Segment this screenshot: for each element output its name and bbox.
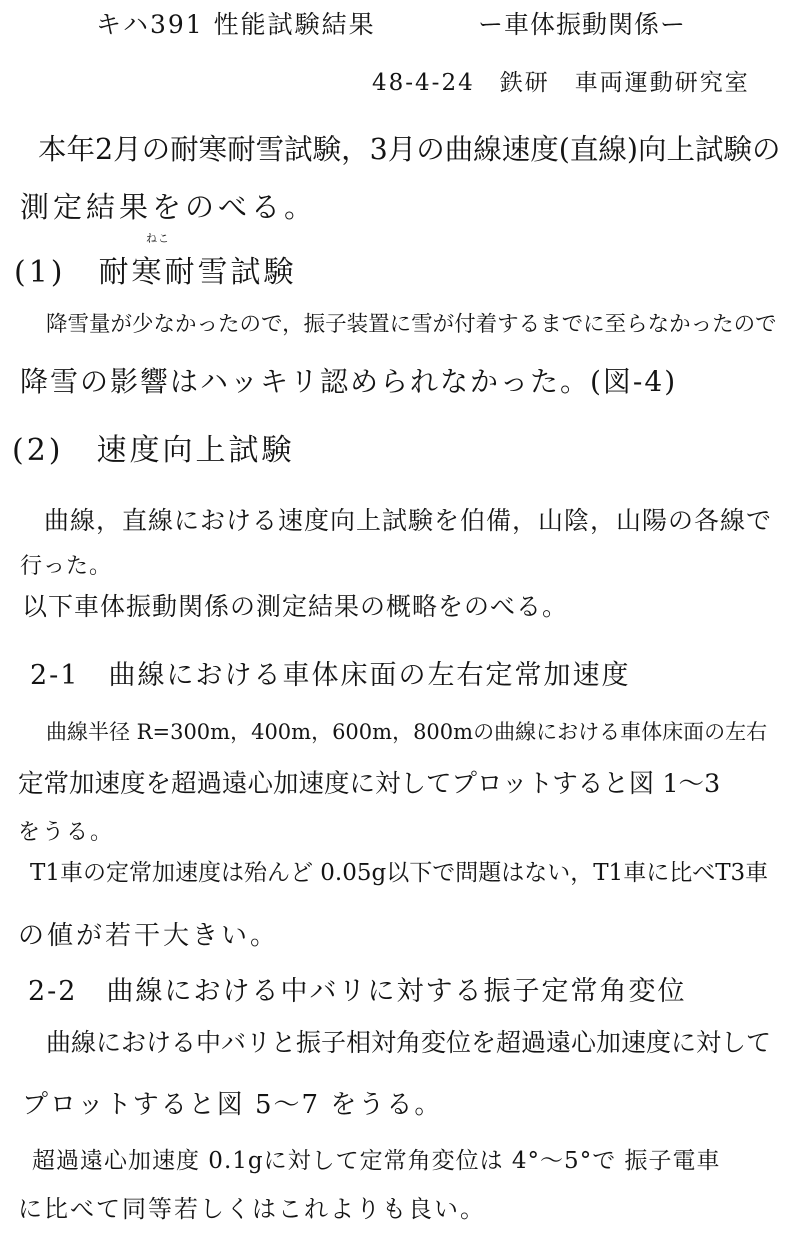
intro-line-1: 本年2月の耐寒耐雪試験，3月の曲線速度(直線)向上試験の [38, 133, 781, 166]
subsection-2-1-line-2: 定常加速度を超過遠心加速度に対してプロットすると図 1〜3 [18, 769, 721, 799]
subsection-2-1-line-1: 曲線半径 R=300m，400m，600m，800mの曲線における車体床面の左右 [46, 720, 768, 744]
subsection-2-1-line-5: の値が若干大きい。 [18, 921, 280, 951]
section-2-line-1: 曲線，直線における速度向上試験を伯備，山陰，山陽の各線で [44, 506, 773, 535]
subsection-2-1-line-3: をうる。 [18, 820, 115, 845]
subsection-2-2-line-1: 曲線における中バリと振子相対角変位を超過遠心加速度に対して [46, 1028, 772, 1057]
section-1-heading: (1) 耐寒耐雪試験 [14, 255, 297, 290]
subsection-2-2-heading: 2-2 曲線における中バリに対する振子定常角変位 [28, 976, 687, 1007]
subsection-2-1-heading: 2-1 曲線における車体床面の左右定常加速度 [30, 660, 631, 691]
subsection-2-2-line-2: プロットすると図 5〜7 をうる。 [22, 1090, 443, 1120]
subsection-2-2-line-3: 超過遠心加速度 0.1gに対して定常角変位は 4°〜5°で 振子電車 [32, 1148, 721, 1174]
section-1-line-2: 降雪の影響はハッキリ認められなかった。(図-4) [20, 365, 678, 398]
subsection-2-2-line-4: に比べて同等若しくはこれよりも良い。 [18, 1195, 486, 1223]
section-2-line-3: 以下車体振動関係の測定結果の概略をのべる。 [22, 592, 569, 621]
section-2-line-2: 行った。 [20, 554, 113, 579]
document-subtitle: ー車体振動関係ー [478, 10, 687, 39]
section-1-line-1: 降雪量が少なかったので，振子装置に雪が付着するまでに至らなかったので [46, 312, 777, 337]
date-author-line: 48-4-24 鉄研 車両運動研究室 [372, 70, 750, 96]
ruby-annotation: ねこ [146, 232, 170, 245]
intro-line-2: 測定結果をのべる。 [20, 190, 318, 224]
document-title: キハ391 性能試験結果 [96, 10, 376, 39]
section-2-heading: (2) 速度向上試験 [12, 433, 295, 468]
subsection-2-1-line-4: T1車の定常加速度は殆んど 0.05g以下で問題はない，T1車に比べT3車 [30, 860, 769, 886]
